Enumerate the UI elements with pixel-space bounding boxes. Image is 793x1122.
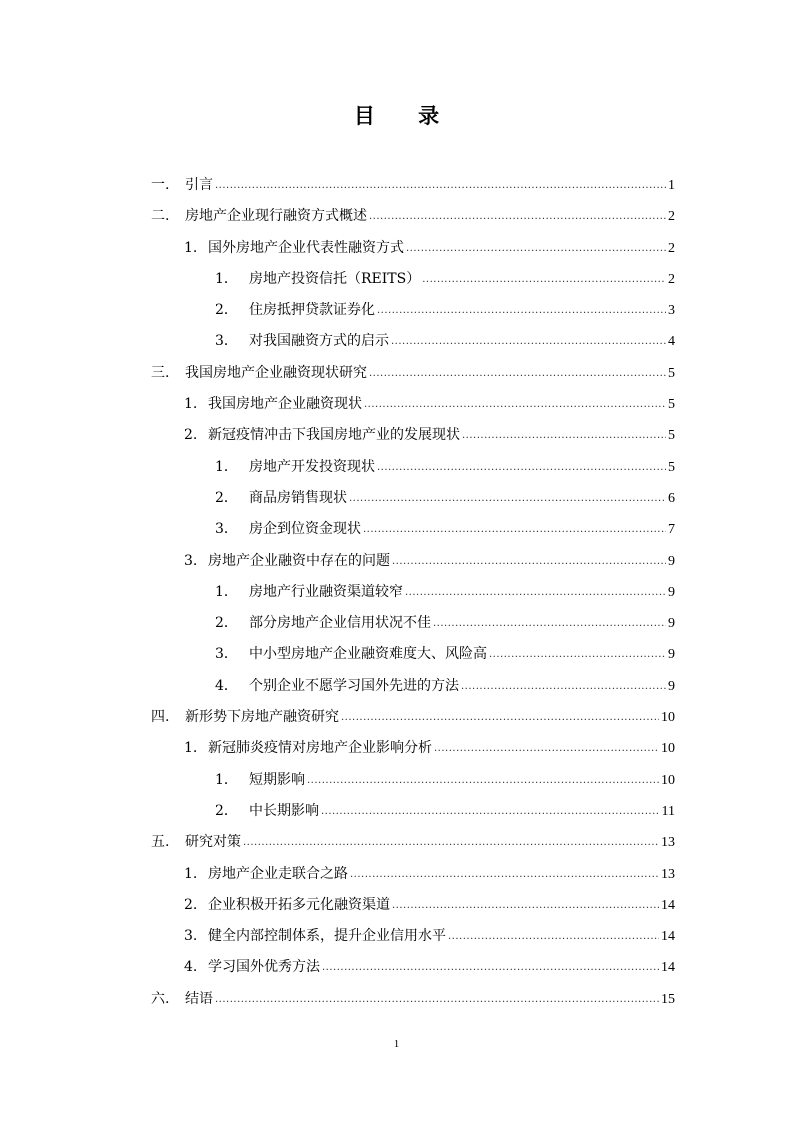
toc-entry-page: 5 bbox=[668, 459, 675, 475]
toc-entry-page: 2 bbox=[668, 209, 675, 225]
toc-entry-page: 10 bbox=[661, 772, 675, 788]
toc-entry-title: 新冠肺炎疫情对房地产企业影响分析 bbox=[208, 740, 432, 757]
toc-entry-number: 2． bbox=[215, 302, 238, 319]
toc-entry-title: 学习国外优秀方法 bbox=[208, 959, 320, 976]
toc-entry-number: 2． bbox=[215, 489, 238, 506]
toc-entry-page: 7 bbox=[668, 522, 675, 538]
toc-dot-leader bbox=[369, 200, 666, 232]
toc-entry[interactable] bbox=[151, 201, 675, 232]
toc-entry[interactable] bbox=[151, 796, 675, 827]
toc-dot-leader bbox=[434, 732, 659, 764]
toc-dot-leader bbox=[349, 482, 666, 514]
toc-entry-page: 5 bbox=[668, 397, 675, 413]
toc-entry[interactable] bbox=[151, 765, 675, 796]
toc-entry-number: 3. bbox=[184, 928, 198, 945]
toc-entry-page: 2 bbox=[668, 271, 675, 287]
toc-entry-number: 一. bbox=[151, 177, 170, 193]
toc-entry-number: 二. bbox=[151, 208, 170, 225]
toc-entry-number: 五. bbox=[151, 834, 170, 851]
toc-entry-page: 9 bbox=[668, 616, 675, 632]
toc-entry-page: 9 bbox=[668, 647, 675, 663]
toc-entry[interactable] bbox=[151, 233, 675, 264]
toc-entry[interactable] bbox=[151, 984, 675, 1015]
toc-dot-leader bbox=[215, 983, 659, 1015]
toc-entry[interactable] bbox=[151, 577, 675, 608]
toc-entry[interactable] bbox=[151, 546, 675, 577]
toc-dot-leader bbox=[364, 388, 666, 420]
toc-entry-title: 我国房地产企业融资现状研究 bbox=[185, 364, 367, 381]
toc-entry-title: 新冠疫情冲击下我国房地产业的发展现状 bbox=[208, 427, 460, 444]
toc-entry-page: 9 bbox=[668, 678, 675, 694]
toc-entry[interactable] bbox=[151, 514, 675, 545]
toc-entry-number: 1． bbox=[215, 458, 238, 475]
toc-entry[interactable] bbox=[151, 639, 675, 670]
toc-dot-leader bbox=[341, 701, 659, 733]
toc-entry-number: 3． bbox=[215, 521, 238, 538]
toc-entry-number: 2. bbox=[184, 427, 198, 444]
toc-entry-page: 13 bbox=[661, 835, 675, 851]
toc-entry[interactable] bbox=[151, 608, 675, 639]
toc-dot-leader bbox=[405, 576, 666, 608]
toc-entry-page: 10 bbox=[661, 710, 675, 726]
toc-dot-leader bbox=[462, 419, 666, 451]
toc-entry-title: 房地产开发投资现状 bbox=[249, 458, 375, 475]
toc-entry-page: 6 bbox=[668, 490, 675, 506]
toc-entry-number: 四. bbox=[151, 709, 170, 726]
toc-entry-number: 2． bbox=[215, 615, 238, 632]
toc-entry-title: 房地产企业走联合之路 bbox=[208, 865, 348, 882]
toc-dot-leader bbox=[307, 764, 659, 796]
toc-entry[interactable] bbox=[151, 483, 675, 514]
toc-entry-title: 国外房地产企业代表性融资方式 bbox=[208, 239, 404, 256]
toc-entry-page: 2 bbox=[668, 240, 675, 256]
toc-entry-title: 结语 bbox=[185, 990, 213, 1007]
toc-dot-leader bbox=[215, 169, 666, 201]
toc-entry-page: 14 bbox=[661, 897, 675, 913]
toc-dot-leader bbox=[322, 951, 659, 983]
toc-entry-title: 对我国融资方式的启示 bbox=[249, 333, 389, 350]
toc-entry-page: 1 bbox=[668, 178, 675, 193]
toc-entry[interactable] bbox=[151, 420, 675, 451]
toc-entry-title: 中长期影响 bbox=[249, 802, 319, 819]
toc-entry-title: 引言 bbox=[185, 177, 213, 193]
toc-entry-page: 3 bbox=[668, 303, 675, 319]
toc-entry[interactable] bbox=[151, 952, 675, 983]
toc-dot-leader bbox=[377, 451, 666, 483]
toc-entry-number: 2. bbox=[184, 896, 198, 913]
toc-entry-number: 三. bbox=[151, 364, 170, 381]
toc-dot-leader bbox=[363, 513, 666, 545]
table-of-contents bbox=[151, 170, 675, 1015]
toc-entry-page: 14 bbox=[661, 960, 675, 976]
toc-dot-leader bbox=[392, 889, 659, 921]
toc-entry-page: 9 bbox=[668, 553, 675, 569]
toc-entry-number: 六. bbox=[151, 990, 170, 1007]
toc-entry-number: 1. bbox=[184, 740, 198, 757]
toc-entry-number: 1. bbox=[184, 865, 198, 882]
page-title: 目 录 bbox=[353, 103, 458, 128]
toc-entry-number: 1. bbox=[184, 239, 198, 256]
toc-entry-number: 3． bbox=[215, 333, 238, 350]
toc-entry-page: 11 bbox=[661, 803, 675, 819]
toc-entry-page: 5 bbox=[668, 428, 675, 444]
toc-dot-leader bbox=[391, 325, 666, 357]
toc-entry-number: 1. bbox=[184, 396, 198, 413]
toc-dot-leader bbox=[377, 294, 666, 326]
toc-entry[interactable] bbox=[151, 733, 675, 764]
toc-entry-number: 1． bbox=[215, 270, 238, 287]
toc-entry-page: 13 bbox=[661, 866, 675, 882]
toc-entry[interactable] bbox=[151, 702, 675, 733]
toc-entry-page: 14 bbox=[661, 929, 675, 945]
toc-entry-title: 新形势下房地产融资研究 bbox=[185, 709, 339, 726]
toc-entry-title: 短期影响 bbox=[249, 771, 305, 788]
page-number: 1 bbox=[393, 1038, 400, 1050]
toc-entry-title: 房地产投资信托（REITS） bbox=[249, 270, 421, 287]
toc-entry[interactable] bbox=[151, 671, 675, 702]
toc-entry-number: 3. bbox=[184, 552, 198, 569]
toc-entry-title: 房地产企业融资中存在的问题 bbox=[208, 552, 390, 569]
toc-entry-title: 中小型房地产企业融资难度大、风险高 bbox=[249, 646, 487, 663]
toc-entry-number: 1． bbox=[215, 583, 238, 600]
toc-entry-title: 住房抵押贷款证券化 bbox=[249, 302, 375, 319]
toc-dot-leader bbox=[392, 545, 666, 577]
toc-entry-title: 健全内部控制体系，提升企业信用水平 bbox=[208, 928, 446, 945]
toc-entry-number: 1． bbox=[215, 771, 238, 788]
toc-dot-leader bbox=[433, 607, 666, 639]
toc-entry[interactable] bbox=[151, 264, 675, 295]
toc-entry[interactable] bbox=[151, 295, 675, 326]
toc-entry[interactable] bbox=[151, 326, 675, 357]
toc-entry-page: 9 bbox=[668, 584, 675, 600]
toc-entry[interactable] bbox=[151, 859, 675, 890]
toc-entry-number: 3． bbox=[215, 646, 238, 663]
toc-entry-page: 4 bbox=[668, 334, 675, 350]
toc-dot-leader bbox=[369, 357, 666, 389]
toc-dot-leader bbox=[321, 795, 660, 827]
toc-entry-title: 企业积极开拓多元化融资渠道 bbox=[208, 896, 390, 913]
toc-entry-number: 2． bbox=[215, 802, 238, 819]
toc-entry-title: 商品房销售现状 bbox=[249, 489, 347, 506]
toc-entry-number: 4． bbox=[215, 677, 238, 694]
toc-dot-leader bbox=[461, 670, 666, 702]
toc-entry-title: 房企到位资金现状 bbox=[249, 521, 361, 538]
toc-dot-leader bbox=[406, 232, 666, 264]
toc-entry-page: 5 bbox=[668, 365, 675, 381]
toc-entry[interactable] bbox=[151, 921, 675, 952]
toc-entry-page: 10 bbox=[661, 741, 675, 757]
toc-entry-page: 15 bbox=[661, 991, 675, 1007]
toc-entry-title: 部分房地产企业信用状况不佳 bbox=[249, 615, 431, 632]
toc-entry[interactable] bbox=[151, 890, 675, 921]
toc-dot-leader bbox=[350, 858, 659, 890]
toc-entry-title: 个别企业不愿学习国外先进的方法 bbox=[249, 677, 459, 694]
toc-dot-leader bbox=[422, 263, 666, 295]
toc-entry-title: 房地产行业融资渠道较窄 bbox=[249, 583, 403, 600]
toc-entry-title: 我国房地产企业融资现状 bbox=[208, 396, 362, 413]
toc-dot-leader bbox=[489, 638, 666, 670]
toc-entry-number: 4. bbox=[184, 959, 198, 976]
toc-entry-title: 房地产企业现行融资方式概述 bbox=[185, 208, 367, 225]
toc-entry[interactable] bbox=[151, 827, 675, 858]
toc-entry[interactable] bbox=[151, 389, 675, 420]
toc-dot-leader bbox=[448, 920, 659, 952]
toc-entry[interactable] bbox=[151, 170, 675, 201]
toc-entry-title: 研究对策 bbox=[185, 834, 241, 851]
toc-dot-leader bbox=[243, 826, 659, 858]
toc-entry[interactable] bbox=[151, 452, 675, 483]
toc-entry[interactable] bbox=[151, 358, 675, 389]
